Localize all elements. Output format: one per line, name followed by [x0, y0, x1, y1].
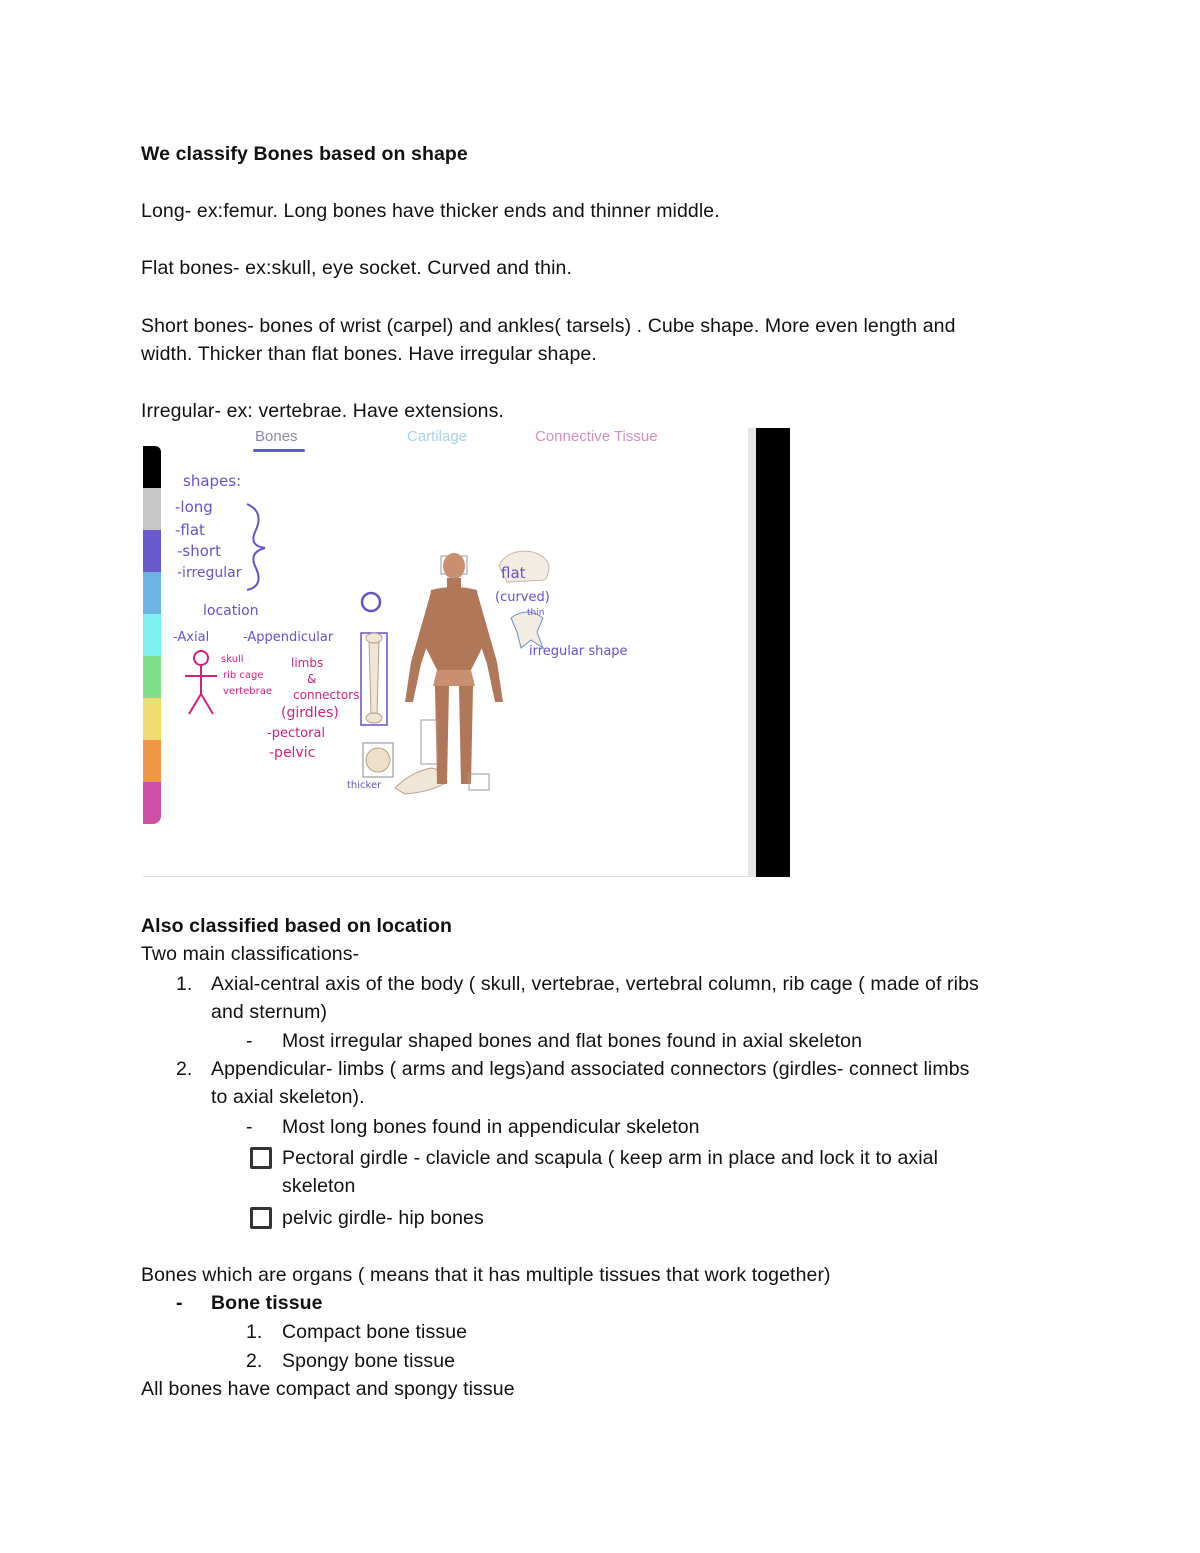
paragraph-irregular: Irregular- ex: vertebrae. Have extensions. [141, 400, 504, 422]
checkbox-pectoral[interactable] [250, 1147, 272, 1169]
note-and: & [307, 672, 317, 686]
list-number-1: 1. [176, 973, 193, 995]
palette-swatch-purple [143, 530, 161, 572]
palette-swatch-cyan [143, 614, 161, 656]
appendicular-line1: Appendicular- limbs ( arms and legs)and associated connectors (girdles- connect limbs [211, 1058, 970, 1080]
embedded-lecture-screenshot [143, 428, 790, 877]
appendicular-line2: to axial skeleton). [211, 1086, 365, 1108]
palette-swatch-yellow [143, 698, 161, 740]
paragraph-flat: Flat bones- ex:skull, eye socket. Curved and thin. [141, 257, 572, 279]
note-curved: (curved) [495, 590, 550, 605]
note-axial: -Axial [173, 630, 210, 645]
note-vertebrae: vertebrae [223, 686, 272, 697]
two-main-classifications: Two main classifications- [141, 943, 360, 965]
note-connectors: connectors [293, 688, 360, 702]
note-pelvic: -pelvic [269, 745, 316, 761]
palette-swatch-green [143, 656, 161, 698]
closing-paragraph: All bones have compact and spongy tissue [141, 1378, 515, 1400]
note-irregular-shape: irregular shape [529, 644, 628, 659]
axial-line2: and sternum) [211, 1001, 328, 1023]
spongy-bone-tissue: Spongy bone tissue [282, 1350, 456, 1372]
note-shapes: shapes: [183, 472, 242, 490]
screenshot-bottom-border [143, 876, 753, 877]
long-bone-diagram [353, 588, 403, 788]
palette-swatch-magenta [143, 782, 161, 824]
axial-subpoint: Most irregular shaped bones and flat bones found in axial skeleton [282, 1030, 863, 1052]
list-number-2: 2. [176, 1058, 193, 1080]
tab-connective-tissue: Connective Tissue [535, 428, 658, 445]
paragraph-short-line1: Short bones- bones of wrist (carpel) and ankles( tarsels) . Cube shape. More even length and [141, 315, 956, 337]
note-thin: thin [527, 608, 545, 618]
bullet-dash: - [246, 1030, 253, 1052]
note-skull: skull [221, 654, 244, 665]
note-long: -long [175, 498, 213, 516]
tab-cartilage: Cartilage [407, 428, 468, 445]
note-appendicular: -Appendicular [243, 630, 334, 645]
palette-swatch-orange [143, 740, 161, 782]
bullet-dash: - [176, 1292, 183, 1314]
palette-swatch-black [143, 446, 161, 488]
bone-tissue-heading: Bone tissue [211, 1292, 323, 1314]
tab-underline [253, 449, 305, 452]
pelvic-line: pelvic girdle- hip bones [282, 1207, 484, 1229]
tissue-number-1: 1. [246, 1321, 263, 1343]
note-girdles: (girdles) [281, 705, 339, 721]
appendicular-subpoint: Most long bones found in appendicular skeleton [282, 1116, 700, 1138]
video-black-bar [756, 428, 790, 877]
checkbox-pelvic[interactable] [250, 1207, 272, 1229]
note-flat-curved: flat [501, 564, 526, 582]
note-thicker: thicker [347, 780, 382, 791]
paragraph-short-line2: width. Thicker than flat bones. Have irregular shape. [141, 343, 597, 365]
paragraph-long: Long- ex:femur. Long bones have thicker ends and thinner middle. [141, 200, 720, 222]
axial-line1: Axial-central axis of the body ( skull, vertebrae, vertebral column, rib cage ( made of ribs [211, 973, 979, 995]
palette-swatch-gray [143, 488, 161, 530]
note-rib-cage: rib cage [223, 670, 264, 681]
note-irregular: -irregular [177, 565, 242, 581]
note-location: location [203, 603, 259, 619]
note-limbs: limbs [291, 656, 324, 670]
section-heading-shape: We classify Bones based on shape [141, 143, 468, 165]
tissue-number-2: 2. [246, 1350, 263, 1372]
pectoral-line2: skeleton [282, 1175, 356, 1197]
brace-shapes [243, 502, 269, 592]
section-heading-location: Also classified based on location [141, 915, 453, 937]
bullet-dash: - [246, 1116, 253, 1138]
note-pectoral: -pectoral [267, 726, 326, 741]
color-palette [143, 446, 161, 824]
pectoral-line1: Pectoral girdle - clavicle and scapula ( keep arm in place and lock it to axial [282, 1147, 939, 1169]
palette-swatch-blue [143, 572, 161, 614]
tab-bones: Bones [255, 428, 298, 445]
note-short: -short [177, 542, 221, 560]
bones-organs-paragraph: Bones which are organs ( means that it has multiple tissues that work together) [141, 1264, 831, 1286]
video-scroll-edge [748, 428, 756, 877]
stick-figure-icon [181, 650, 221, 720]
compact-bone-tissue: Compact bone tissue [282, 1321, 468, 1343]
note-flat: -flat [175, 521, 205, 539]
